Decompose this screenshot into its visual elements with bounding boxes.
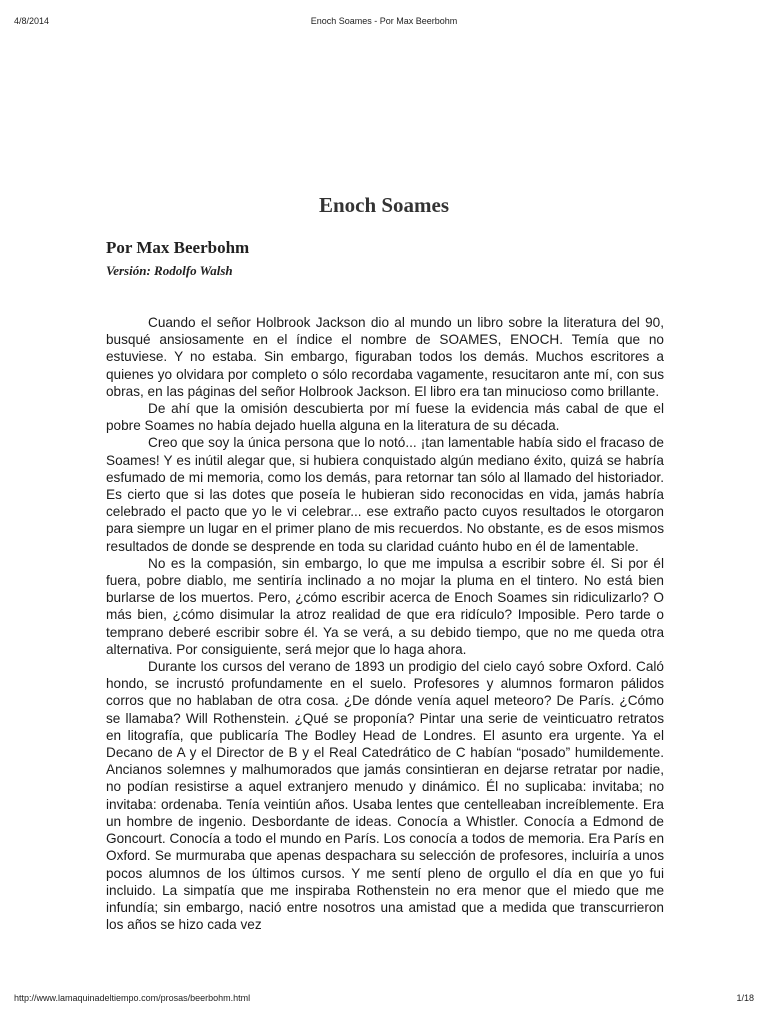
story-body [106,314,664,933]
paragraph: No es la compasión, sin embargo, lo que me impulsa a escribir sobre él. Si por él fuera, pobre diablo, me sentiría inclinado a no mojar la pluma en el tintero. No está bien burlarse de los muertos. Pero, ¿cómo escribir acerca de Enoch Soames sin ridiculizarlo? O más bien, ¿cómo disimular la atroz realidad de que era ridículo? Imposible. Pero tarde o temprano deberé escribir sobre él. Ya se verá, a su debido tiempo, que no me queda otra alternativa. Por consiguiente, será mejor que lo haga ahora. [106,555,664,657]
document-title: Enoch Soames [318,193,450,217]
paragraph: Cuando el señor Holbrook Jackson dio al mundo un libro sobre la literatura del 90, busqué ansiosamente en el índice el nombre de SOAMES, ENOCH. Temía que no estuviese. Y no estaba. Sin embargo, figuraban todos los demás. Muchos escritores a quienes yo olvidara por completo o sólo recordaba vagamente, resucitaron ante mí, con sus obras, en las páginas del señor Holbrook Jackson. El libro era tan minucioso como brillante. [106,315,664,399]
print-date: 4/8/2014 [14,16,50,26]
print-page-title: Enoch Soames - Por Max Beerbohm [310,16,458,26]
translation-credit: Versión: Rodolfo Walsh [106,263,233,278]
page-number: 1/18 [736,993,754,1003]
author-byline: Por Max Beerbohm [106,238,250,257]
paragraph: De ahí que la omisión descubierta por mí fuese la evidencia más cabal de que el pobre Soames no había dejado huella alguna en la literatura de su década. [106,401,664,434]
source-url: http://www.lamaquinadeltiempo.com/prosas/beerbohm.html [14,993,251,1003]
paragraph: Creo que soy la única persona que lo notó... ¡tan lamentable había sido el fracaso de Soames! Y es inútil alegar que, si hubiera conquistado algún mediano éxito, quizá se habría esfumado de mi memoria, como los demás, para retornar tan sólo al llamado del historiador. Es cierto que si las dotes que poseía le hubieran sido reconocidas en vida, jamás habría celebrado el pacto que yo le vi celebrar... ese extraño pacto cuyos resultados le otorgaron para siempre un lugar en el primer plano de mis recuerdos. No obstante, es de esos mismos resultados de donde se desprende en toda su claridad cuánto hubo en él de lamentable. [106,435,664,554]
paragraph: Durante los cursos del verano de 1893 un prodigio del cielo cayó sobre Oxford. Caló hondo, se incrustó profundamente en el suelo. Profesores y alumnos formaron pálidos corros que no hablaban de otra cosa. ¿De dónde venía aquel meteoro? De París. ¿Cómo se llamaba? Will Rothenstein. ¿Qué se proponía? Pintar una serie de veinticuatro retratos en litografía, que publicaría The Bodley Head de Londres. El asunto era urgente. Ya el Decano de A y el Director de B y el Real Catedrático de C habían “posado” humildemente. Ancianos solemnes y malhumorados que jamás consintieran en dejarse retratar por nadie, no podían resistirse a aquel extranjero menudo y dinámico. Él no suplicaba: invitaba; no invitaba: ordenaba. Tenía veintiún años. Usaba lentes que centelleaban increíblemente. Era un hombre de ingenio. Desbordante de ideas. Conocía a Whistler. Conocía a Edmond de Goncourt. Conocía a todo el mundo en París. Los conocía a todos de memoria. Era París en Oxford. Se murmuraba que apenas despachara su selección de profesores, incluiría a unos pocos alumnos de los últimos cursos. Y me sentí pleno de orgullo el día en que yo fui incluido. La simpatía que me inspiraba Rothenstein no era menor que el miedo que me infundía; sin embargo, nació entre nosotros una amistad que a medida que transcurrieron los años se hizo cada vez [106,659,664,933]
print-footer [14,993,754,1007]
print-header [14,16,754,30]
